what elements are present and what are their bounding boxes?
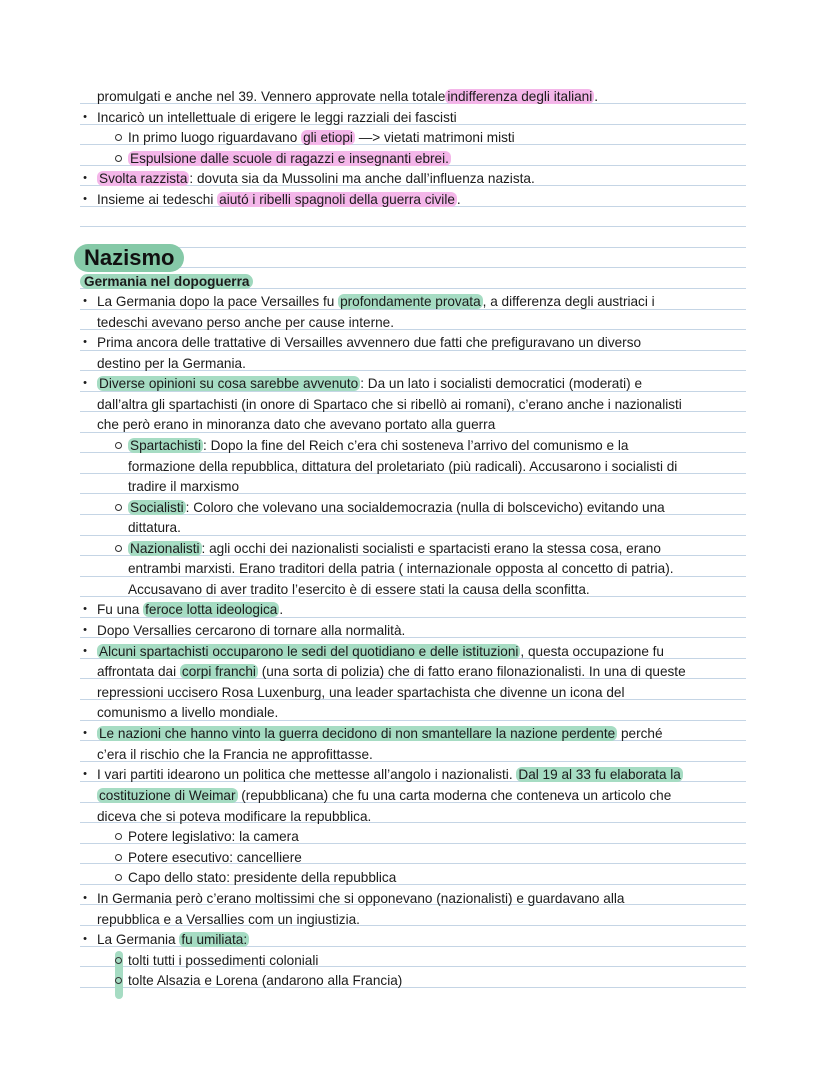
sub-list-item bbox=[0, 497, 828, 518]
circle-bullet-icon bbox=[115, 833, 122, 840]
subsection-title bbox=[80, 273, 253, 291]
circle-bullet-icon bbox=[115, 504, 122, 511]
text: In primo luogo riguardavano bbox=[128, 130, 298, 145]
bullet-icon: • bbox=[83, 295, 87, 307]
circle-bullet-icon bbox=[115, 442, 122, 449]
text: : Coloro che volevano una socialdemocrazia (nulla di bolscevicho) evitando una bbox=[185, 500, 665, 515]
text: In Germania però c’erano moltissimi che si opponevano (nazionalisti) e guardavano alla bbox=[97, 891, 625, 906]
green-highlight: Dal 19 al 33 fu elaborata la bbox=[518, 767, 681, 782]
line bbox=[0, 579, 828, 600]
circle-bullet-icon bbox=[115, 134, 122, 141]
text: c’era il rischio che la Francia ne approfittasse. bbox=[97, 747, 373, 762]
text: dall’altra gli spartachisti (in onore di Spartaco che si ribellò ai romani), c’erano anche i nazionalisti bbox=[97, 397, 682, 412]
line bbox=[0, 682, 828, 703]
line bbox=[0, 312, 828, 333]
line bbox=[0, 86, 828, 107]
green-highlight: costituzione di Weimar bbox=[99, 788, 236, 803]
text: . bbox=[456, 192, 461, 207]
bullet-icon: • bbox=[83, 377, 87, 389]
list-item bbox=[0, 599, 828, 620]
text: repubblica e a Versallies com un ingiustizia. bbox=[97, 912, 360, 927]
line bbox=[0, 702, 828, 723]
text: , a differenza degli austriaci i bbox=[482, 294, 655, 309]
section-title: Nazismo bbox=[74, 244, 184, 272]
bullet-icon: • bbox=[83, 603, 87, 615]
bullet-icon: • bbox=[83, 892, 87, 904]
list-item bbox=[0, 291, 828, 312]
circle-bullet-icon bbox=[115, 545, 122, 552]
text: La Germania dopo la pace Versailles fu bbox=[97, 294, 335, 309]
list-item bbox=[0, 373, 828, 394]
circle-bullet-icon bbox=[115, 854, 122, 861]
sub-list-item bbox=[0, 950, 828, 971]
text: dittatura. bbox=[128, 520, 181, 535]
green-highlight: Socialisti bbox=[130, 500, 184, 515]
line bbox=[0, 785, 828, 806]
list-item bbox=[0, 764, 828, 785]
line bbox=[0, 414, 828, 435]
text: : agli occhi dei nazionalisti socialisti e spartacisti erano la stessa cosa, erano bbox=[201, 541, 661, 556]
text: : dovuta sia da Mussolini ma anche dall’influenza nazista. bbox=[189, 171, 535, 186]
text: . bbox=[594, 89, 599, 104]
sub-list-item bbox=[0, 970, 828, 991]
text: tolte Alsazia e Lorena (andarono alla Francia) bbox=[128, 973, 403, 988]
text: comunismo a livello mondiale. bbox=[97, 705, 279, 720]
text: formazione della repubblica, dittatura del proletariato (più radicali). Accusarono i socialisti di bbox=[128, 459, 678, 474]
circle-bullet-icon bbox=[115, 977, 122, 984]
text: Prima ancora delle trattative di Versailles avvennero due fatti che prefiguravano un diverso bbox=[97, 335, 642, 350]
text: tradire il marxismo bbox=[128, 479, 240, 494]
text: , questa occupazione fu bbox=[520, 644, 664, 659]
text: La Germania bbox=[97, 932, 176, 947]
pink-highlight: aiutó i ribelli spagnoli della guerra civile bbox=[219, 192, 455, 207]
line bbox=[0, 517, 828, 538]
bullet-icon: • bbox=[83, 768, 87, 780]
pink-highlight: Espulsione dalle scuole di ragazzi e insegnanti ebrei. bbox=[130, 151, 449, 166]
list-item bbox=[0, 332, 828, 353]
line bbox=[0, 476, 828, 497]
text: Potere esecutivo: cancelliere bbox=[128, 850, 302, 865]
list-item bbox=[0, 620, 828, 641]
pink-highlight: gli etiopi bbox=[303, 130, 353, 145]
sub-list-item bbox=[0, 867, 828, 888]
line bbox=[0, 661, 828, 682]
text: —> vietati matrimoni misti bbox=[354, 130, 515, 145]
list-item bbox=[0, 929, 828, 950]
green-highlight: Le nazioni che hanno vinto la guerra decidono di non smantellare la nazione perdente bbox=[99, 726, 616, 741]
text: Accusavano di aver tradito l’esercito è di essere stati la causa della sconfitta. bbox=[128, 582, 590, 597]
text: (una sorta di polizia) che di fatto erano filonazionalisti. In una di queste bbox=[257, 664, 686, 679]
green-highlight: Alcuni spartachisti occuparono le sedi del quotidiano e delle istituzioni bbox=[99, 644, 519, 659]
circle-bullet-icon bbox=[115, 874, 122, 881]
green-highlight: Spartachisti bbox=[130, 438, 202, 453]
sub-list-item bbox=[0, 826, 828, 847]
line bbox=[0, 558, 828, 579]
circle-bullet-icon bbox=[115, 957, 122, 964]
text: Incaricò un intellettuale di erigere le leggi razziali dei fascisti bbox=[97, 110, 457, 125]
pink-highlight: indifferenza degli italiani bbox=[447, 89, 593, 104]
bullet-icon: • bbox=[83, 727, 87, 739]
text: Potere legislativo: la camera bbox=[128, 829, 299, 844]
text: . bbox=[279, 602, 284, 617]
text: Dopo Versallies cercarono di tornare alla normalità. bbox=[97, 623, 406, 638]
bullet-icon: • bbox=[83, 193, 87, 205]
text: Fu una bbox=[97, 602, 140, 617]
bullet-icon: • bbox=[83, 172, 87, 184]
list-item bbox=[0, 189, 828, 210]
pink-highlight: Svolta razzista bbox=[99, 171, 188, 186]
bullet-icon: • bbox=[83, 624, 87, 636]
bullet-icon: • bbox=[83, 645, 87, 657]
text: : Dopo la fine del Reich c’era chi sosteneva l’arrivo del comunismo e la bbox=[203, 438, 629, 453]
bullet-icon: • bbox=[83, 933, 87, 945]
list-item bbox=[0, 888, 828, 909]
text: repressioni uccisero Rosa Luxenburg, una leader spartachista che divenne un icona del bbox=[97, 685, 625, 700]
bullet-icon: • bbox=[83, 111, 87, 123]
line bbox=[0, 744, 828, 765]
text: perché bbox=[617, 726, 663, 741]
list-item bbox=[0, 723, 828, 744]
text: Capo dello stato: presidente della repubblica bbox=[128, 870, 397, 885]
line bbox=[0, 394, 828, 415]
sub-list-item bbox=[0, 127, 828, 148]
text: che però erano in minoranza dato che avevano portato alla guerra bbox=[97, 417, 496, 432]
text: affrontata dai bbox=[97, 664, 177, 679]
green-highlight: fu umiliata: bbox=[181, 932, 248, 947]
green-highlight: Nazionalisti bbox=[130, 541, 200, 556]
bullet-icon: • bbox=[83, 336, 87, 348]
text: tolti tutti i possedimenti coloniali bbox=[128, 953, 319, 968]
text: Insieme ai tedeschi bbox=[97, 192, 214, 207]
line bbox=[0, 909, 828, 930]
green-highlight: feroce lotta ideologica bbox=[145, 602, 278, 617]
sub-list-item bbox=[0, 538, 828, 559]
text: (repubblicana) che fu una carta moderna che conteneva un articolo che bbox=[237, 788, 672, 803]
sub-list-item bbox=[0, 435, 828, 456]
list-item bbox=[0, 641, 828, 662]
green-highlight: Diverse opinioni su cosa sarebbe avvenuto bbox=[99, 376, 359, 391]
ruled-line bbox=[80, 226, 746, 227]
circle-bullet-icon bbox=[115, 155, 122, 162]
line bbox=[0, 456, 828, 477]
text: I vari partiti idearono un politica che mettesse all’angolo i nazionalisti. bbox=[97, 767, 513, 782]
list-item bbox=[0, 168, 828, 189]
list-item bbox=[0, 107, 828, 128]
text: promulgati e anche nel 39. Vennero approvate nella totale bbox=[97, 89, 446, 104]
text: diceva che si poteva modificare la repubblica. bbox=[97, 809, 372, 824]
sub-list-item bbox=[0, 148, 828, 169]
green-highlight: corpi franchi bbox=[181, 664, 256, 679]
sub-list-item bbox=[0, 847, 828, 868]
text: tedeschi avevano perso anche per cause interne. bbox=[97, 315, 394, 330]
line bbox=[0, 806, 828, 827]
text: : Da un lato i socialisti democratici (moderati) e bbox=[360, 376, 643, 391]
line bbox=[0, 353, 828, 374]
text: entrambi marxisti. Erano traditori della patria ( internazionale opposta al concetto di patria). bbox=[128, 561, 674, 576]
text: destino per la Germania. bbox=[97, 356, 246, 371]
green-highlight: profondamente provata bbox=[340, 294, 481, 309]
subtitle-text: Germania nel dopoguerra bbox=[80, 274, 253, 289]
